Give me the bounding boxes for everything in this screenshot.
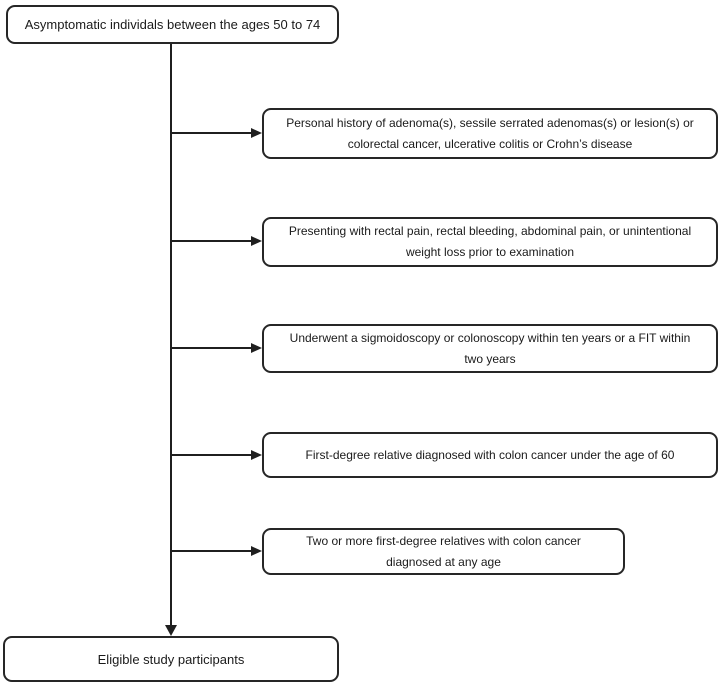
- exclusion-box-line: Personal history of adenoma(s), sessile serrated adenomas(s) or lesion(s) or: [286, 115, 694, 130]
- arrowhead-right-icon: [251, 236, 262, 246]
- exclusion-box-line: Two or more first-degree relatives with colon cancer: [306, 533, 581, 548]
- branch-connector-line: [171, 240, 252, 242]
- exclusion-box-line: First-degree relative diagnosed with colon cancer under the age of 60: [305, 447, 675, 462]
- exclusion-box-prior-screening: [262, 324, 718, 373]
- exclusion-box-multiple-relatives: [262, 528, 625, 575]
- end-box-label: Eligible study participants: [97, 651, 245, 667]
- arrowhead-right-icon: [251, 450, 262, 460]
- start-box: [6, 5, 339, 44]
- branch-connector-line: [171, 550, 252, 552]
- branch-connector-line: [171, 132, 252, 134]
- arrowhead-down-icon: [165, 625, 177, 636]
- exclusion-box-line: two years: [464, 351, 516, 366]
- arrowhead-right-icon: [251, 546, 262, 556]
- exclusion-box-line: diagnosed at any age: [386, 554, 501, 569]
- exclusion-box-line: weight loss prior to examination: [405, 245, 575, 259]
- branch-connector-line: [171, 347, 252, 349]
- arrowhead-right-icon: [251, 343, 262, 353]
- exclusion-box-first-degree-relative: [262, 432, 718, 478]
- start-box-label: Asymptomatic individals between the ages 50 to 74: [24, 17, 321, 32]
- exclusion-box-line: colorectal cancer, ulcerative colitis or Crohn’s disease: [347, 136, 633, 151]
- end-box: [3, 636, 339, 682]
- exclusion-box-symptoms: [262, 217, 718, 267]
- exclusion-box-personal-history: [262, 108, 718, 159]
- arrowhead-right-icon: [251, 128, 262, 138]
- exclusion-box-line: Presenting with rectal pain, rectal bleeding, abdominal pain, or unintentional: [288, 224, 692, 238]
- branch-connector-line: [171, 454, 252, 456]
- exclusion-box-line: Underwent a sigmoidoscopy or colonoscopy within ten years or a FIT within: [289, 330, 691, 345]
